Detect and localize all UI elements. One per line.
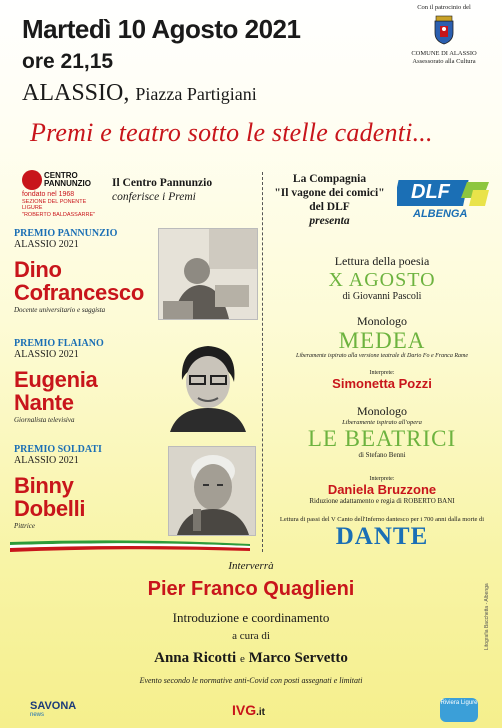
pannunzio-logo-line2: PANNUNZIO bbox=[44, 179, 91, 188]
pannunzio-logo-mark bbox=[22, 170, 42, 190]
compagnia-block bbox=[262, 172, 397, 228]
prize-label: PREMIO SOLDATI bbox=[14, 444, 102, 455]
event-headline: Premi e teatro sotto le stelle cadenti... bbox=[30, 118, 433, 147]
winner-last-name: Dobelli bbox=[14, 496, 86, 521]
beatrici-title: LE BEATRICI bbox=[307, 426, 457, 451]
winner-first-name: Dino bbox=[14, 257, 62, 282]
winner-last-name: Nante bbox=[14, 390, 74, 415]
event-city: ALASSIO, bbox=[22, 80, 130, 106]
compagnia-line2: "Il vagone dei comici" bbox=[274, 187, 385, 199]
intro-label: Introduzione e coordinamento bbox=[172, 610, 330, 625]
ivg-logo-domain: .it bbox=[256, 707, 266, 718]
dlf-logo-text: DLF bbox=[411, 181, 450, 203]
compagnia-line4: presenta bbox=[309, 215, 350, 227]
host-anna-ricotti: Anna Ricotti bbox=[154, 650, 237, 666]
riviera-ligure-logo: Riviera Ligure bbox=[440, 698, 478, 722]
savona-news-logo bbox=[30, 700, 76, 718]
interprete-label-1: Interprete: bbox=[369, 370, 395, 376]
savona-logo-sub: news bbox=[30, 712, 45, 718]
printer-credit: Litografia Bacchetta - Albenga bbox=[484, 583, 490, 650]
ivg-logo bbox=[232, 702, 265, 718]
dante-title: DANTE bbox=[335, 523, 429, 550]
pannunzio-logo-sub bbox=[22, 192, 102, 218]
hosts-line bbox=[0, 650, 502, 667]
event-place bbox=[22, 80, 257, 107]
prize-place: ALASSIO 2021 bbox=[14, 455, 79, 466]
performer-simonetta-pozzi: Simonetta Pozzi bbox=[332, 376, 432, 391]
beatrici-author: di Stefano Benni bbox=[358, 451, 406, 459]
photo-dino-cofrancesco bbox=[158, 228, 258, 320]
winner-first-name: Binny bbox=[14, 473, 74, 498]
monologo-label-1: Monologo bbox=[356, 314, 407, 328]
winner-last-name: Cofrancesco bbox=[14, 280, 144, 305]
poem-intro: Lettura della poesia bbox=[334, 254, 430, 268]
interverra-label: Interverrà bbox=[228, 560, 274, 572]
host-marco-servetto: Marco Servetto bbox=[248, 650, 348, 666]
performer-block-2 bbox=[262, 476, 502, 505]
savona-logo-text: SAVONA bbox=[30, 700, 77, 712]
pannunzio-logo-line1: CENTRO bbox=[44, 171, 78, 180]
medea-note: Liberamente ispirato alla versione teatrale di Dario Fo e Franca Rame bbox=[296, 353, 468, 359]
compagnia-line1: La Compagnia bbox=[292, 173, 367, 185]
pannunzio-logo-name bbox=[44, 172, 91, 188]
performer-block-1 bbox=[262, 370, 502, 391]
patronage-assessorato: Assessorato alla Cultura bbox=[412, 58, 476, 65]
covid-notice: Evento secondo le normative anti-Covid con posti assegnati e limitati bbox=[139, 676, 363, 685]
prize-block-1 bbox=[14, 228, 164, 314]
hosts-and: e bbox=[239, 653, 245, 665]
coat-of-arms-icon bbox=[432, 15, 456, 45]
patronage-comune: COMUNE DI ALASSIO bbox=[411, 50, 477, 57]
dante-block bbox=[262, 516, 502, 551]
centro-line1: Il Centro Pannunzio bbox=[112, 177, 213, 189]
prize-label: PREMIO FLAIANO bbox=[14, 338, 104, 349]
beatrici-note: Liberamente ispirato all'opera bbox=[342, 419, 422, 426]
prize-block-2 bbox=[14, 338, 164, 424]
poem-title: X AGOSTO bbox=[328, 269, 436, 291]
acura-label: a cura di bbox=[232, 630, 270, 642]
monologo-label-2: Monologo bbox=[356, 404, 407, 418]
pannunzio-dedication: "ROBERTO BALDASSARRE" bbox=[22, 211, 96, 218]
speaker-name: Pier Franco Quaglieni bbox=[147, 578, 355, 600]
winner-first-name: Eugenia bbox=[14, 367, 98, 392]
dlf-logo-city: ALBENGA bbox=[413, 208, 468, 220]
poem-author: di Giovanni Pascoli bbox=[342, 291, 422, 302]
prize-place: ALASSIO 2021 bbox=[14, 239, 79, 250]
dante-intro: Lettura di passi del V Canto dell'Inferno dantesco per i 700 anni dalla morte di bbox=[279, 516, 485, 523]
event-square: Piazza Partigiani bbox=[135, 84, 257, 104]
ivg-logo-text: IVG bbox=[232, 702, 257, 718]
centro-line2: conferisce i Premi bbox=[112, 191, 196, 203]
prize-place: ALASSIO 2021 bbox=[14, 349, 79, 360]
winner-role: Docente universitario e saggista bbox=[14, 306, 106, 314]
patronage-intro: Con il patrocinio del bbox=[417, 4, 471, 11]
event-date: Martedì 10 Agosto 2021 bbox=[22, 14, 301, 44]
italian-flag-stripe-icon bbox=[10, 540, 250, 554]
prize-label: PREMIO PANNUNZIO bbox=[14, 228, 118, 239]
pannunzio-section: SEZIONE DEL PONENTE LIGURE bbox=[22, 198, 87, 211]
winner-role: Giornalista televisiva bbox=[14, 416, 75, 424]
medea-block bbox=[262, 314, 502, 359]
director-credit: Riduzione adattamento e regia di ROBERTO BANI bbox=[309, 497, 455, 505]
pannunzio-founded: fondato nel 1968 bbox=[22, 191, 75, 198]
beatrici-block bbox=[262, 404, 502, 459]
patronage-block bbox=[392, 4, 496, 66]
prize-block-3 bbox=[14, 444, 164, 530]
winner-role: Pittrice bbox=[14, 522, 35, 530]
compagnia-line3: del DLF bbox=[309, 201, 350, 213]
dlf-albenga-logo bbox=[397, 178, 491, 222]
photo-eugenia-nante bbox=[160, 336, 256, 432]
poem-block bbox=[262, 254, 502, 302]
interprete-label-2: Interprete: bbox=[369, 476, 395, 482]
photo-binny-dobelli bbox=[168, 446, 256, 536]
performer-daniela-bruzzone: Daniela Bruzzone bbox=[327, 482, 437, 497]
event-time: ore 21,15 bbox=[22, 50, 114, 73]
centro-intro bbox=[112, 176, 262, 204]
medea-title: MEDEA bbox=[338, 328, 426, 353]
